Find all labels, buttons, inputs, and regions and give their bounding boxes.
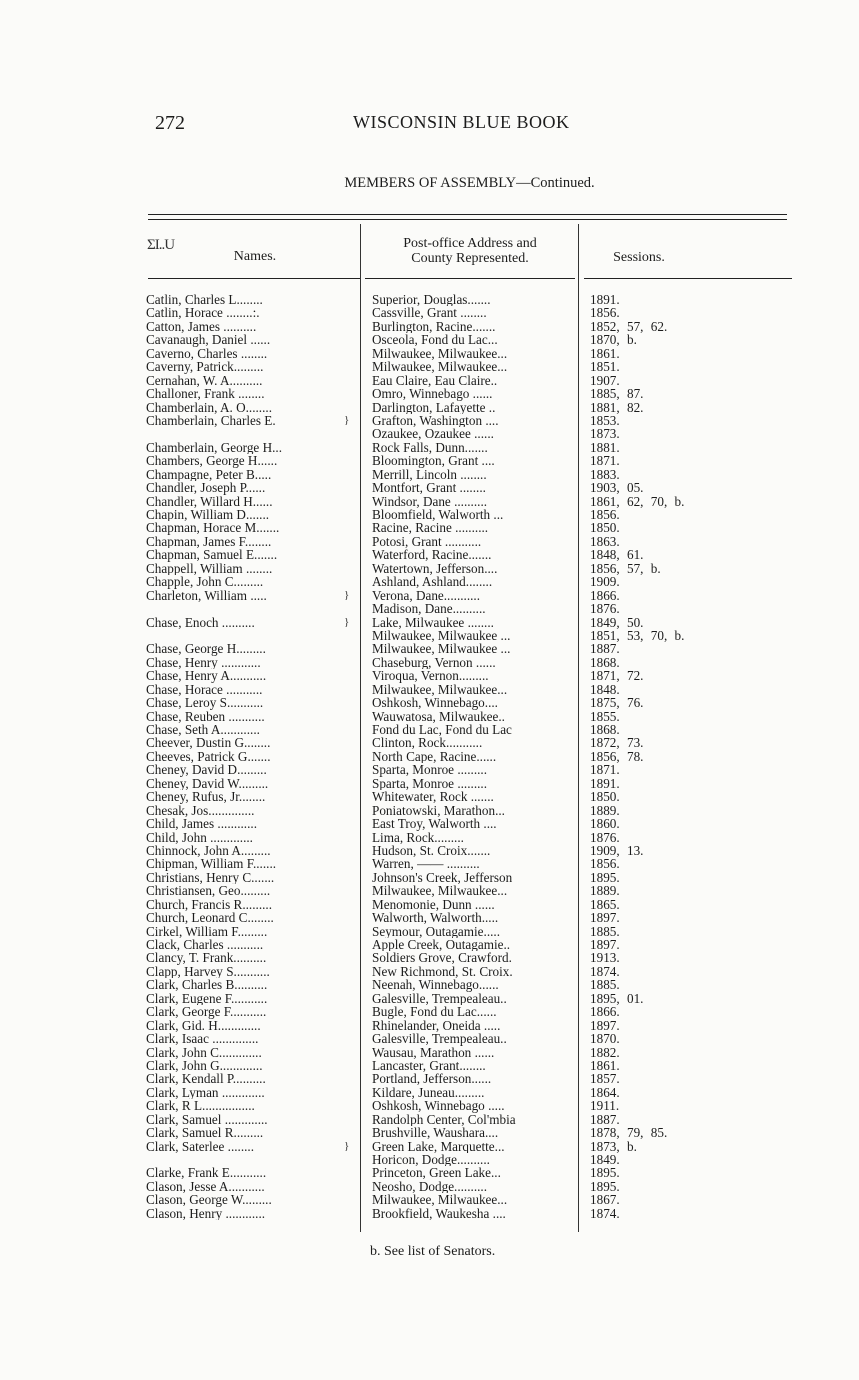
- member-sessions: 1856.: [590, 856, 620, 872]
- member-name: Catlin, Charles L........: [146, 293, 263, 307]
- member-name: Chase, Henry A...........: [146, 669, 267, 683]
- member-sessions: 1895.: [590, 1178, 620, 1194]
- table-row: [142, 763, 702, 776]
- table-row: [142, 656, 702, 669]
- member-sessions: 1848.: [590, 681, 620, 697]
- member-name: Caverno, Charles ........: [146, 346, 268, 361]
- table-row: [142, 414, 702, 427]
- table-row: [142, 736, 702, 749]
- member-address: Fond du Lac, Fond du Lac: [372, 723, 512, 737]
- member-name: Christians, Henry C.......: [146, 870, 275, 885]
- member-name: Church, Francis R.........: [146, 897, 273, 912]
- member-sessions: 1866.: [590, 1004, 620, 1020]
- table-row: [142, 508, 702, 521]
- table-row: [142, 642, 702, 655]
- page-number: 272: [155, 112, 185, 134]
- member-sessions: 1861.: [590, 1057, 620, 1073]
- member-sessions: 1867.: [590, 1192, 620, 1208]
- member-name: Challoner, Frank ........: [146, 387, 265, 401]
- table-row: [142, 777, 702, 790]
- member-address: Milwaukee, Milwaukee...: [372, 884, 508, 898]
- table-row: [142, 548, 702, 561]
- member-name: Clark, Gid. H.............: [146, 1018, 261, 1033]
- member-name: Chapman, Horace M.......: [146, 521, 280, 535]
- member-address: Horicon, Dodge..........: [372, 1153, 490, 1167]
- member-sessions: 1909.: [590, 574, 620, 590]
- table-row: [142, 831, 702, 844]
- member-name: Clark, Samuel .............: [146, 1112, 268, 1127]
- member-sessions: 1856, 57, b.: [590, 560, 661, 576]
- member-name: Clason, George W.........: [146, 1193, 272, 1207]
- member-sessions: 1885, 87.: [590, 386, 644, 402]
- member-name: Chipman, William F.......: [146, 857, 277, 871]
- table-row: [142, 978, 702, 991]
- member-sessions: 1856, 78.: [590, 748, 644, 764]
- member-sessions: 1903, 05.: [590, 480, 644, 496]
- table-row: [142, 1126, 702, 1139]
- stamp-mark: ΣI..U: [147, 237, 175, 253]
- table-row: [142, 602, 702, 615]
- member-name: Champagne, Peter B.....: [146, 467, 272, 482]
- member-sessions: 1864.: [590, 1084, 620, 1100]
- table-row: [142, 360, 702, 373]
- brace-mark: }: [344, 588, 350, 601]
- member-sessions: 1891.: [590, 292, 620, 307]
- table-row: [142, 454, 702, 467]
- member-sessions: 1874.: [590, 1205, 620, 1221]
- member-address: Galesville, Trempealeau..: [372, 1032, 507, 1046]
- table-row: [142, 951, 702, 964]
- member-address: New Richmond, St. Croix.: [372, 964, 513, 979]
- brace-mark: }: [344, 1139, 350, 1152]
- member-address: Bloomington, Grant ....: [372, 454, 495, 468]
- member-sessions: 1897.: [590, 937, 620, 952]
- table-row: [142, 857, 702, 870]
- table-row: [142, 1180, 702, 1193]
- member-name: Catlin, Horace ........:.: [146, 306, 260, 320]
- table-row: [142, 589, 702, 602]
- member-name: Chinnock, John A.........: [146, 843, 271, 858]
- table-row: [142, 911, 702, 924]
- table-row: [142, 1046, 702, 1059]
- member-address: Milwaukee, Milwaukee ...: [372, 642, 511, 656]
- member-name: Clason, Jesse A...........: [146, 1179, 265, 1194]
- member-address: Rhinelander, Oneida .....: [372, 1018, 501, 1033]
- member-sessions: 1895.: [590, 1165, 620, 1181]
- column-header-names: Names.: [233, 249, 277, 264]
- member-sessions: 1873, b.: [590, 1138, 637, 1154]
- member-sessions: 1861.: [590, 345, 620, 361]
- table-row: [142, 347, 702, 360]
- table-row: [142, 401, 702, 414]
- member-address: Sparta, Monroe .........: [372, 763, 488, 777]
- member-sessions: 1891.: [590, 775, 620, 791]
- member-name: Chapman, James F........: [146, 534, 272, 549]
- member-address: Oshkosh, Winnebago .....: [372, 1099, 505, 1113]
- member-name: Child, John .............: [146, 830, 253, 844]
- member-name: Cavanaugh, Daniel ......: [146, 333, 271, 347]
- member-address: Galesville, Trempealeau..: [372, 991, 507, 1006]
- member-sessions: 1885.: [590, 977, 620, 993]
- member-sessions: 1853.: [590, 412, 620, 428]
- member-name: Clark, Isaac ..............: [146, 1032, 259, 1046]
- member-address: Omro, Winnebago ......: [372, 387, 493, 401]
- table-row: [142, 575, 702, 588]
- table-row: [142, 925, 702, 938]
- member-address: East Troy, Walworth ....: [372, 817, 497, 831]
- member-address: Johnson's Creek, Jefferson: [372, 870, 513, 885]
- member-sessions: 1889.: [590, 883, 620, 899]
- member-name: Christiansen, Geo.........: [146, 884, 271, 898]
- member-address: Randolph Center, Col'mbia: [372, 1112, 516, 1127]
- member-sessions: 1881, 82.: [590, 399, 644, 415]
- member-name: Clarke, Frank E...........: [146, 1166, 267, 1180]
- member-name: Chase, George H.........: [146, 642, 266, 656]
- member-address: Ozaukee, Ozaukee ......: [372, 427, 494, 441]
- member-name: Chapin, William D.......: [146, 508, 270, 522]
- footnote: b. See list of Senators.: [370, 1244, 496, 1259]
- member-address: North Cape, Racine......: [372, 749, 497, 764]
- member-address: Madison, Dane..........: [372, 602, 486, 616]
- member-sessions: 1850.: [590, 520, 620, 536]
- member-address: Watertown, Jefferson....: [372, 561, 498, 576]
- member-address: Verona, Dane...........: [372, 588, 481, 603]
- table-row: [142, 884, 702, 897]
- member-sessions: 1874.: [590, 963, 620, 979]
- table-row: [142, 320, 702, 333]
- member-sessions: 1849, 50.: [590, 614, 644, 630]
- member-address: Chaseburg, Vernon ......: [372, 655, 496, 670]
- member-name: Clark, Eugene F...........: [146, 991, 268, 1006]
- table-row: [142, 696, 702, 709]
- member-name: Chambers, George H......: [146, 454, 278, 468]
- table-row: [142, 562, 702, 575]
- table-row: [142, 1140, 702, 1153]
- member-sessions: 1851.: [590, 359, 620, 375]
- member-address: Lake, Milwaukee ........: [372, 615, 494, 629]
- table-row: [142, 1032, 702, 1045]
- member-sessions: 1913.: [590, 950, 620, 966]
- member-name: Chamberlain, A. O........: [146, 400, 272, 414]
- member-sessions: 1857.: [590, 1071, 620, 1087]
- header-underline-names: [148, 278, 360, 279]
- member-name: Chappell, William ........: [146, 561, 273, 576]
- table-row: [142, 535, 702, 548]
- member-name: Cheney, David D.........: [146, 763, 267, 777]
- brace-mark: }: [344, 615, 350, 628]
- member-name: Catton, James ..........: [146, 319, 257, 334]
- member-address: Cassville, Grant ........: [372, 306, 487, 320]
- member-name: Chandler, Joseph P......: [146, 481, 266, 495]
- table-row: [142, 468, 702, 481]
- table-row: [142, 1193, 702, 1206]
- table-row: [142, 616, 702, 629]
- member-address: Wauwatosa, Milwaukee..: [372, 709, 505, 724]
- table-row: [142, 723, 702, 736]
- member-address: Racine, Racine ..........: [372, 521, 489, 535]
- table-row: [142, 1072, 702, 1085]
- table-row: [142, 427, 702, 440]
- table-row: [142, 293, 702, 306]
- member-sessions: 1868.: [590, 654, 620, 670]
- member-sessions: 1870.: [590, 1031, 620, 1047]
- table-row: [142, 683, 702, 696]
- table-row: [142, 992, 702, 1005]
- table-row: [142, 898, 702, 911]
- member-name: Clark, John C.............: [146, 1045, 262, 1059]
- member-address: Princeton, Green Lake...: [372, 1166, 501, 1180]
- member-address: Menomonie, Dunn ......: [372, 897, 495, 912]
- member-address: Montfort, Grant ........: [372, 481, 486, 495]
- member-address: Poniatowski, Marathon...: [372, 803, 505, 818]
- member-sessions: 1878, 79, 85.: [590, 1125, 668, 1141]
- table-row: [142, 387, 702, 400]
- member-sessions: 1870, b.: [590, 332, 637, 348]
- table-row: [142, 1207, 702, 1220]
- member-name: Clark, Lyman .............: [146, 1085, 265, 1100]
- member-address: Wausau, Marathon ......: [372, 1045, 495, 1059]
- member-sessions: 1855.: [590, 708, 620, 724]
- member-name: Cernahan, W. A..........: [146, 373, 263, 388]
- member-name: Cheney, David W.........: [146, 776, 269, 791]
- member-address: Superior, Douglas.......: [372, 293, 491, 307]
- member-address: Milwaukee, Milwaukee...: [372, 360, 508, 374]
- member-name: Chase, Seth A............: [146, 723, 260, 737]
- member-address: Seymour, Outagamie.....: [372, 924, 501, 939]
- table-row: [142, 306, 702, 319]
- member-name: Clark, George F...........: [146, 1005, 267, 1019]
- member-address: Apple Creek, Outagamie..: [372, 938, 511, 952]
- member-name: Chase, Enoch ..........: [146, 615, 255, 629]
- member-sessions: 1865.: [590, 896, 620, 912]
- member-sessions: 1887.: [590, 641, 620, 657]
- member-sessions: 1861, 62, 70, b.: [590, 493, 685, 509]
- member-sessions: 1889.: [590, 802, 620, 818]
- member-address: Darlington, Lafayette ..: [372, 400, 496, 414]
- section-heading: MEMBERS OF ASSEMBLY—Continued.: [344, 175, 595, 191]
- member-name: Charleton, William .....: [146, 588, 267, 603]
- column-header-address-line2: County Represented.: [411, 251, 529, 266]
- member-sessions: 1856.: [590, 507, 620, 522]
- table-row: [142, 1005, 702, 1018]
- member-sessions: 1895.: [590, 869, 620, 885]
- table-row: [142, 1019, 702, 1032]
- header-underline-address: [365, 278, 575, 279]
- table-row: [142, 1059, 702, 1072]
- member-name: Chase, Leroy S...........: [146, 696, 264, 710]
- member-name: Chapman, Samuel E.......: [146, 548, 278, 562]
- table-row: [142, 817, 702, 830]
- table-row: [142, 629, 702, 642]
- member-sessions: 1851, 53, 70, b.: [590, 627, 685, 643]
- member-name: Church, Leonard C........: [146, 911, 274, 925]
- member-name: Clark, Charles B..........: [146, 978, 268, 992]
- member-name: Chamberlain, Charles E.: [146, 413, 276, 428]
- member-name: Chandler, Willard H......: [146, 494, 273, 509]
- top-rule-double: [148, 219, 787, 220]
- member-address: Rock Falls, Dunn.......: [372, 440, 488, 455]
- member-name: Cirkel, William F.........: [146, 924, 268, 939]
- member-address: Eau Claire, Eau Claire..: [372, 373, 498, 388]
- member-address: Milwaukee, Milwaukee...: [372, 346, 508, 361]
- member-sessions: 1895, 01.: [590, 990, 644, 1006]
- table-row: [142, 938, 702, 951]
- member-address: Whitewater, Rock .......: [372, 790, 494, 804]
- table-row: [142, 669, 702, 682]
- member-address: Merrill, Lincoln ........: [372, 467, 487, 482]
- member-name: Cheever, Dustin G........: [146, 736, 271, 750]
- table-row: [142, 750, 702, 763]
- member-sessions: 1856.: [590, 305, 620, 321]
- member-sessions: 1885.: [590, 923, 620, 939]
- member-address: Hudson, St. Croix.......: [372, 843, 491, 858]
- top-rule: [148, 214, 787, 215]
- member-sessions: 1849.: [590, 1152, 620, 1167]
- table-row: [142, 1153, 702, 1166]
- member-sessions: 1897.: [590, 1017, 620, 1033]
- member-sessions: 1897.: [590, 910, 620, 926]
- member-name: Chase, Horace ...........: [146, 682, 263, 697]
- member-address: Sparta, Monroe .........: [372, 776, 488, 791]
- member-sessions: 1883.: [590, 466, 620, 482]
- member-address: Potosi, Grant ...........: [372, 534, 482, 549]
- table-row: [142, 441, 702, 454]
- table-row: [142, 710, 702, 723]
- column-header-address: [365, 236, 575, 266]
- member-address: Milwaukee, Milwaukee...: [372, 1193, 508, 1207]
- table-row: [142, 844, 702, 857]
- member-name: Clark, John G.............: [146, 1058, 263, 1073]
- member-address: Ashland, Ashland........: [372, 575, 493, 589]
- member-sessions: 1887.: [590, 1111, 620, 1127]
- member-sessions: 1873.: [590, 426, 620, 442]
- table-row: [142, 481, 702, 494]
- member-address: Osceola, Fond du Lac...: [372, 333, 498, 347]
- table-row: [142, 871, 702, 884]
- member-address: Neosho, Dodge..........: [372, 1179, 488, 1194]
- member-sessions: 1860.: [590, 816, 620, 832]
- table-row: [142, 521, 702, 534]
- member-name: Clapp, Harvey S...........: [146, 964, 270, 979]
- member-address: Lancaster, Grant........: [372, 1058, 486, 1073]
- member-sessions: 1871, 72.: [590, 668, 644, 684]
- member-address: Windsor, Dane ..........: [372, 494, 488, 509]
- member-address: Burlington, Racine.......: [372, 319, 496, 334]
- table-row: [142, 790, 702, 803]
- member-name: Caverny, Patrick.........: [146, 360, 264, 374]
- member-address: Bugle, Fond du Lac......: [372, 1005, 497, 1019]
- table-row: [142, 374, 702, 387]
- column-header-address-line1: Post-office Address and: [403, 236, 537, 251]
- member-name: Clack, Charles ...........: [146, 938, 264, 952]
- running-title: WISCONSIN BLUE BOOK: [353, 112, 570, 132]
- member-sessions: 1868.: [590, 722, 620, 737]
- brace-mark: }: [344, 413, 350, 426]
- table-row: [142, 1166, 702, 1179]
- member-name: Clark, Saterlee ........: [146, 1139, 255, 1154]
- table-row: [142, 804, 702, 817]
- member-sessions: 1911.: [590, 1098, 620, 1114]
- member-address: Milwaukee, Milwaukee...: [372, 682, 508, 697]
- member-name: Clason, Henry ............: [146, 1206, 266, 1221]
- member-name: Clark, Samuel R.........: [146, 1126, 264, 1140]
- table-row: [142, 965, 702, 978]
- member-address: Brushville, Waushara....: [372, 1126, 499, 1140]
- member-address: Walworth, Walworth.....: [372, 911, 499, 925]
- member-address: Soldiers Grove, Crawford.: [372, 951, 512, 965]
- member-address: Waterford, Racine.......: [372, 548, 492, 562]
- member-sessions: 1876.: [590, 829, 620, 845]
- column-header-sessions: Sessions.: [613, 250, 665, 265]
- member-address: Portland, Jefferson......: [372, 1072, 492, 1086]
- member-name: Clark, Kendall P..........: [146, 1072, 266, 1086]
- member-sessions: 1866.: [590, 587, 620, 603]
- member-name: Clancy, T. Frank..........: [146, 951, 267, 965]
- member-sessions: 1852, 57, 62.: [590, 318, 668, 334]
- member-name: Child, James ............: [146, 817, 257, 831]
- member-address: Viroqua, Vernon.........: [372, 669, 489, 683]
- member-address: Warren, —— ..........: [372, 857, 480, 871]
- members-table: [142, 293, 702, 1220]
- member-sessions: 1871.: [590, 762, 620, 778]
- table-row: [142, 1099, 702, 1112]
- member-name: Chesak, Jos..............: [146, 803, 255, 818]
- member-sessions: 1909, 13.: [590, 842, 644, 858]
- member-name: Clark, R L................: [146, 1099, 255, 1113]
- member-sessions: 1863.: [590, 533, 620, 549]
- member-sessions: 1881.: [590, 439, 620, 455]
- member-address: Bloomfield, Walworth ...: [372, 508, 504, 522]
- member-address: Milwaukee, Milwaukee ...: [372, 628, 511, 643]
- member-name: Cheney, Rufus, Jr........: [146, 790, 266, 804]
- member-name: Chase, Reuben ...........: [146, 709, 265, 724]
- member-sessions: 1871.: [590, 453, 620, 469]
- member-sessions: 1875, 76.: [590, 695, 644, 711]
- member-name: Chamberlain, George H...: [146, 440, 282, 455]
- member-name: Chase, Henry ............: [146, 655, 261, 670]
- member-sessions: 1872, 73.: [590, 735, 644, 751]
- member-address: Green Lake, Marquette...: [372, 1139, 505, 1154]
- member-sessions: 1882.: [590, 1044, 620, 1060]
- table-row: [142, 333, 702, 346]
- table-row: [142, 1086, 702, 1099]
- header-underline-sessions: [584, 278, 792, 279]
- member-address: Brookfield, Waukesha ....: [372, 1206, 506, 1221]
- member-address: Clinton, Rock...........: [372, 736, 483, 750]
- member-address: Oshkosh, Winnebago....: [372, 696, 498, 710]
- member-sessions: 1876.: [590, 601, 620, 617]
- member-sessions: 1907.: [590, 372, 620, 388]
- member-address: Lima, Rock.........: [372, 830, 464, 844]
- member-name: Cheeves, Patrick G.......: [146, 749, 271, 764]
- table-row: [142, 1113, 702, 1126]
- member-address: Grafton, Washington ....: [372, 413, 499, 428]
- member-sessions: 1850.: [590, 789, 620, 805]
- member-name: Chapple, John C.........: [146, 575, 264, 589]
- table-row: [142, 495, 702, 508]
- member-sessions: 1848, 61.: [590, 547, 644, 563]
- member-address: Kildare, Juneau.........: [372, 1085, 485, 1100]
- member-address: Neenah, Winnebago......: [372, 978, 499, 992]
